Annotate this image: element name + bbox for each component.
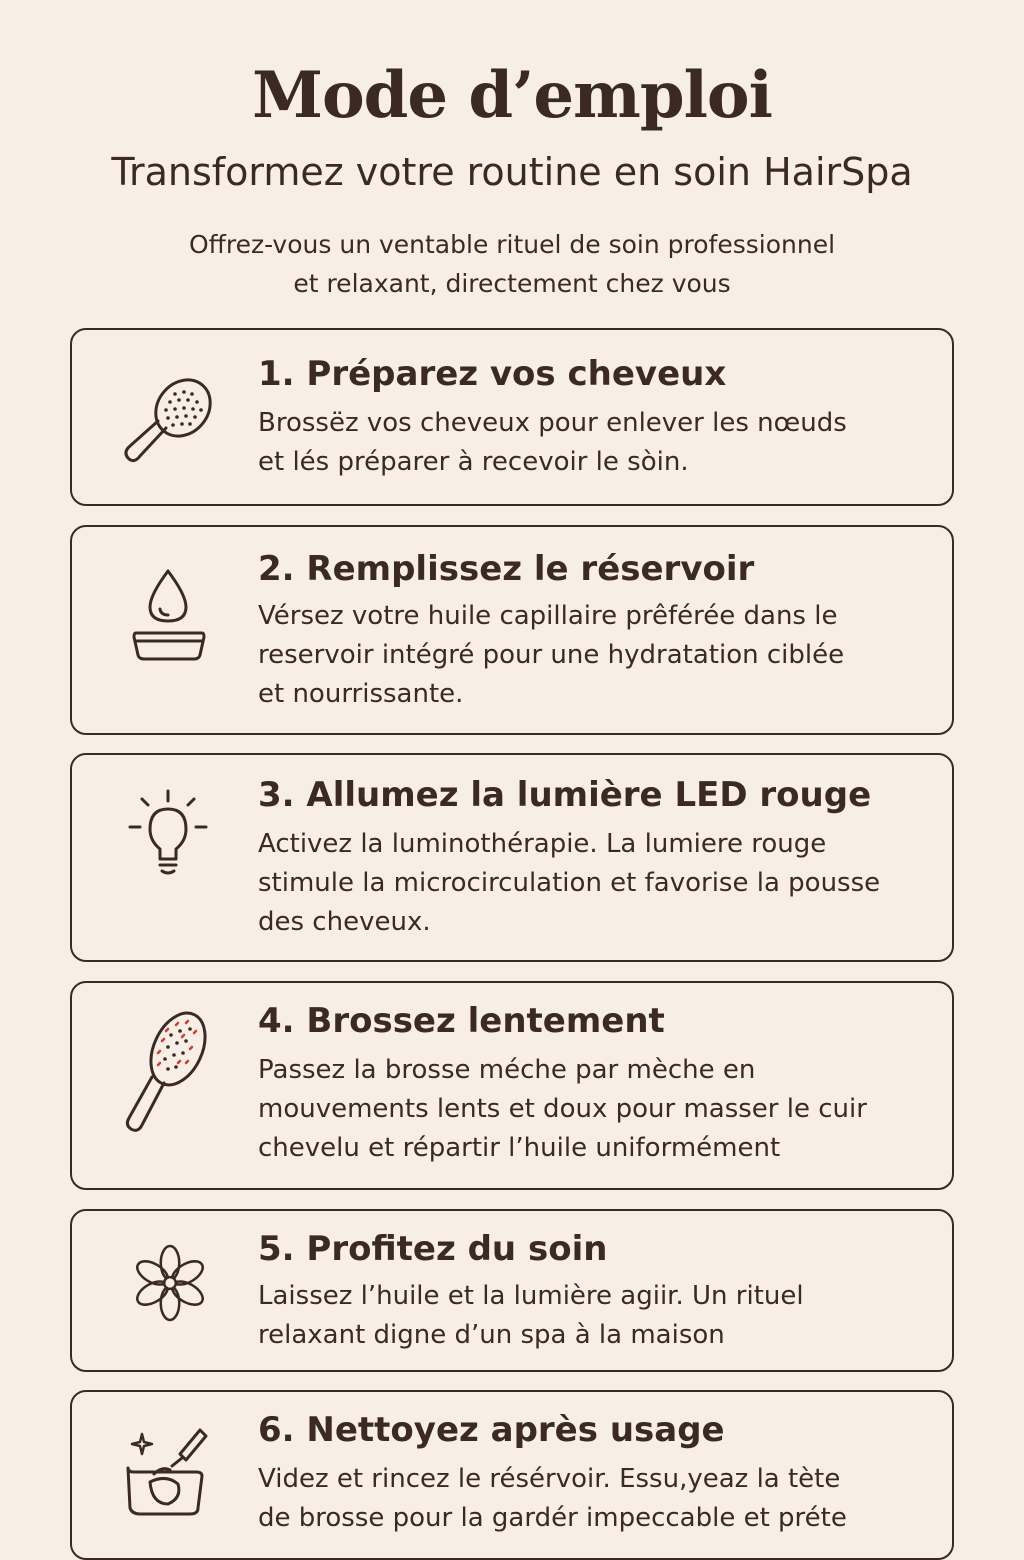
intro-text xyxy=(0,225,1024,303)
step-text-line: mouvements lents et doux pour masser le cuir xyxy=(258,1094,867,1124)
step-title: 3. Allumez la lumière LED rouge xyxy=(258,775,872,815)
step-title: 1. Préparez vos cheveux xyxy=(258,354,727,394)
step-card-2 xyxy=(70,525,954,735)
step-title: 4. Brossez lentement xyxy=(258,1001,665,1041)
step-title: 2. Remplissez le réservoir xyxy=(258,549,755,589)
flower-icon xyxy=(128,1241,212,1325)
step-text-line: Laissez l’huile et la lumière agiir. Un rituel xyxy=(258,1281,804,1311)
step-text-line: relaxant digne d’un spa à la maison xyxy=(258,1320,725,1350)
step-description xyxy=(258,597,938,714)
led-brush-icon xyxy=(120,1007,220,1137)
lightbulb-icon xyxy=(120,785,220,885)
step-title: 5. Profitez du soin xyxy=(258,1229,608,1269)
intro-line: Offrez-vous un ventable rituel de soin professionnel xyxy=(188,230,836,259)
step-card-1 xyxy=(70,328,954,506)
step-text-line: reservoir intégré pour une hydratation ciblée xyxy=(258,640,845,670)
step-text-line: Passez la brosse méche par mèche en xyxy=(258,1055,756,1085)
step-description xyxy=(258,1460,938,1538)
step-text-line: Vérsez votre huile capillaire prêférée dans le xyxy=(258,601,838,631)
step-text-line: Brossëz vos cheveux pour enlever les nœuds xyxy=(258,408,847,438)
page-title: Mode d’emploi xyxy=(252,58,772,133)
step-text-line: chevelu et répartir l’huile uniformément xyxy=(258,1133,781,1163)
step-text-line: et nourrissante. xyxy=(258,679,464,709)
intro-line: et relaxant, directement chez vous xyxy=(293,269,731,298)
oil-drop-icon xyxy=(120,567,220,667)
step-title: 6. Nettoyez après usage xyxy=(258,1410,725,1450)
step-text-line: Activez la luminothérapie. La lumiere rouge xyxy=(258,829,827,859)
step-description xyxy=(258,1051,938,1168)
step-text-line: et lés préparer à recevoir le sòin. xyxy=(258,447,689,477)
step-card-3 xyxy=(70,753,954,962)
hairbrush-icon xyxy=(120,372,220,472)
step-text-line: stimule la microcirculation et favorise la pousse xyxy=(258,868,881,898)
step-card-6 xyxy=(70,1390,954,1560)
step-description xyxy=(258,1277,938,1355)
step-text-line: de brosse pour la gardér impeccable et préte xyxy=(258,1503,847,1533)
page-subtitle: Transformez votre routine en soin HairSpa xyxy=(111,150,913,194)
step-description xyxy=(258,825,938,942)
step-card-4 xyxy=(70,981,954,1190)
cleaning-icon xyxy=(120,1418,220,1518)
step-text-line: Videz et rincez le résérvoir. Essu,yeaz la tète xyxy=(258,1464,841,1494)
step-text-line: des cheveux. xyxy=(258,907,431,937)
step-description xyxy=(258,404,938,482)
step-card-5 xyxy=(70,1209,954,1372)
